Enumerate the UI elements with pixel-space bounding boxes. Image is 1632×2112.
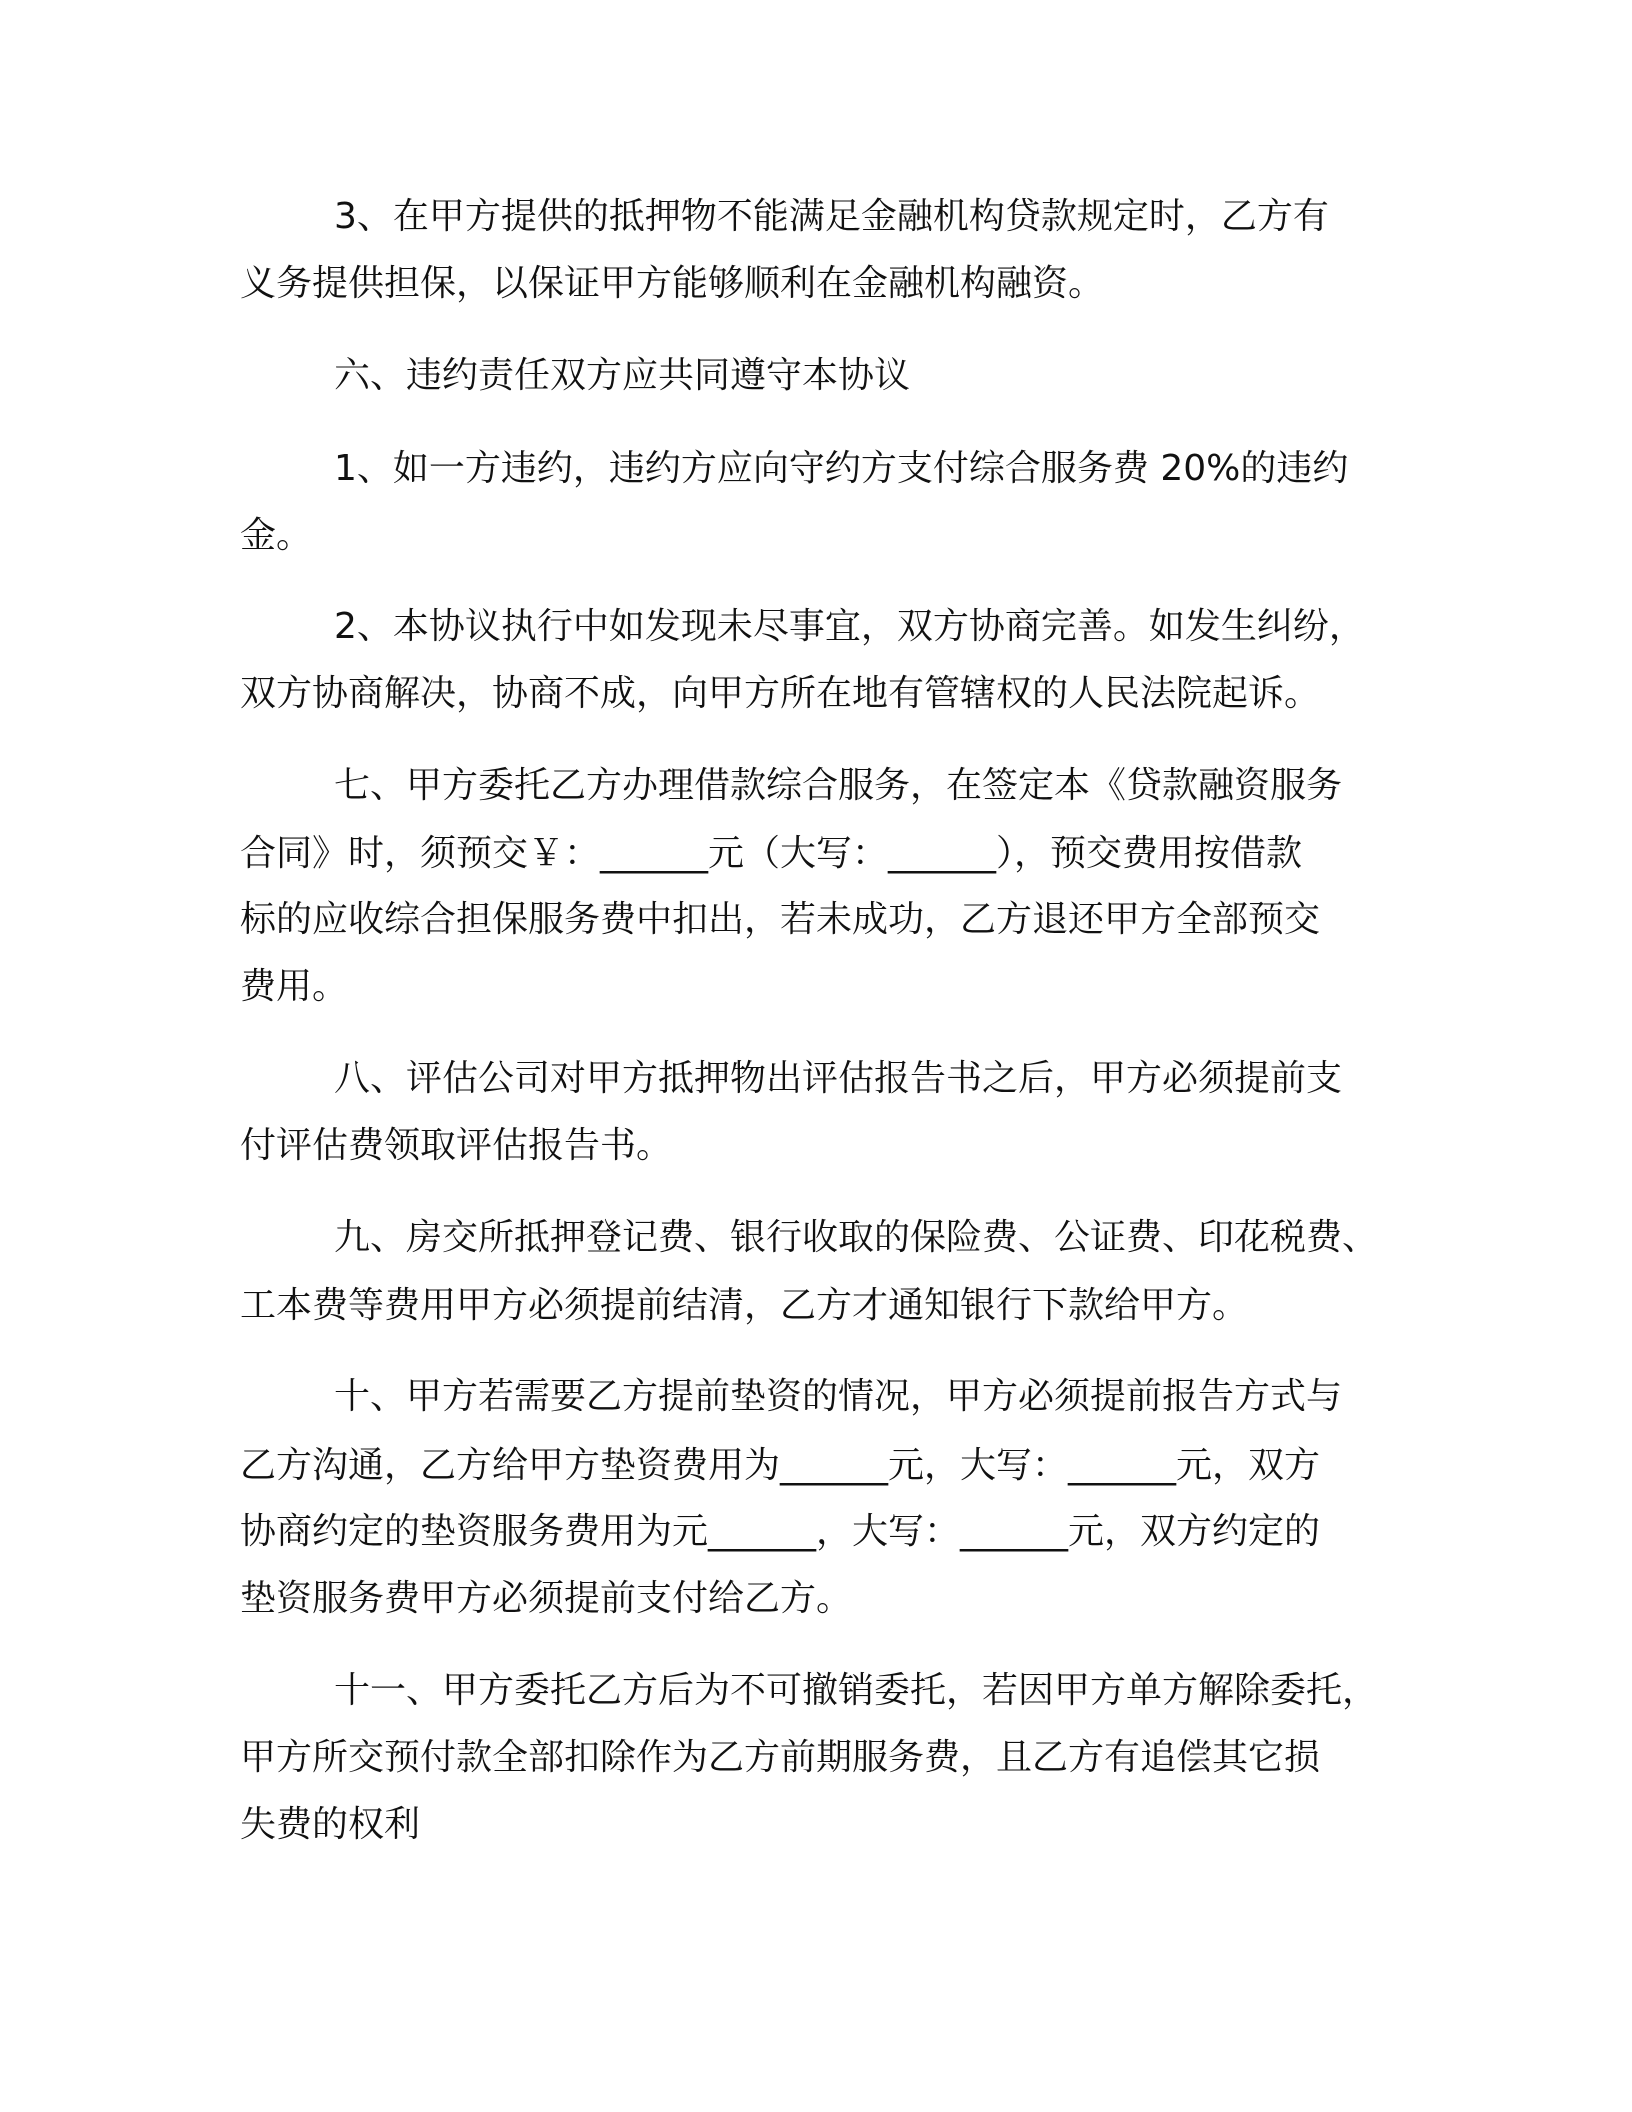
section-10-line-4: 垫资服务费甲方必须提前支付给乙方。 <box>240 1578 853 1619</box>
section-9-line-2: 工本费等费用甲方必须提前结清，乙方才通知银行下款给甲方。 <box>240 1285 1249 1326</box>
section-7-line-2: 合同》时，须预交￥：______元（大写：______），预交费用按借款 <box>240 833 1303 874</box>
section-8-line-2: 付评估费领取评估报告书。 <box>240 1125 673 1166</box>
clause-6-2-line-1: 2、本协议执行中如发现未尽事宜，双方协商完善。如发生纠纷， <box>334 606 1365 647</box>
section-9-line-1: 九、房交所抵押登记费、银行收取的保险费、公证费、印花税费、 <box>334 1217 1379 1258</box>
section-10-line-2: 乙方沟通，乙方给甲方垫资费用为______元，大写：______元，双方 <box>240 1445 1321 1486</box>
section-11-line-3: 失费的权利 <box>240 1804 421 1845</box>
clause-6-1-line-2: 金。 <box>240 515 313 556</box>
section-10-line-1: 十、甲方若需要乙方提前垫资的情况，甲方必须提前报告方式与 <box>334 1376 1343 1417</box>
clause-6-2-line-2: 双方协商解决，协商不成，向甲方所在地有管辖权的人民法院起诉。 <box>240 673 1321 714</box>
clause-5-3-line-2: 义务提供担保，以保证甲方能够顺利在金融机构融资。 <box>240 263 1105 304</box>
section-7-line-4: 费用。 <box>240 966 349 1007</box>
section-10-line-3: 协商约定的垫资服务费用为元______，大写：______元，双方约定的 <box>240 1511 1321 1552</box>
section-11-line-2: 甲方所交预付款全部扣除作为乙方前期服务费，且乙方有追偿其它损 <box>240 1737 1321 1778</box>
section-8-line-1: 八、评估公司对甲方抵押物出评估报告书之后，甲方必须提前支 <box>334 1058 1343 1099</box>
section-7-line-3: 标的应收综合担保服务费中扣出，若未成功，乙方退还甲方全部预交 <box>240 899 1321 940</box>
clause-5-3-line-1: 3、在甲方提供的抵押物不能满足金融机构贷款规定时，乙方有 <box>334 196 1329 237</box>
section-7-line-1: 七、甲方委托乙方办理借款综合服务，在签定本《贷款融资服务 <box>334 765 1343 806</box>
clause-6-1-line-1: 1、如一方违约，违约方应向守约方支付综合服务费 20%的违约 <box>334 448 1349 489</box>
section-11-line-1: 十一、甲方委托乙方后为不可撤销委托，若因甲方单方解除委托， <box>334 1670 1379 1711</box>
section-6-heading: 六、违约责任双方应共同遵守本协议 <box>334 355 911 396</box>
